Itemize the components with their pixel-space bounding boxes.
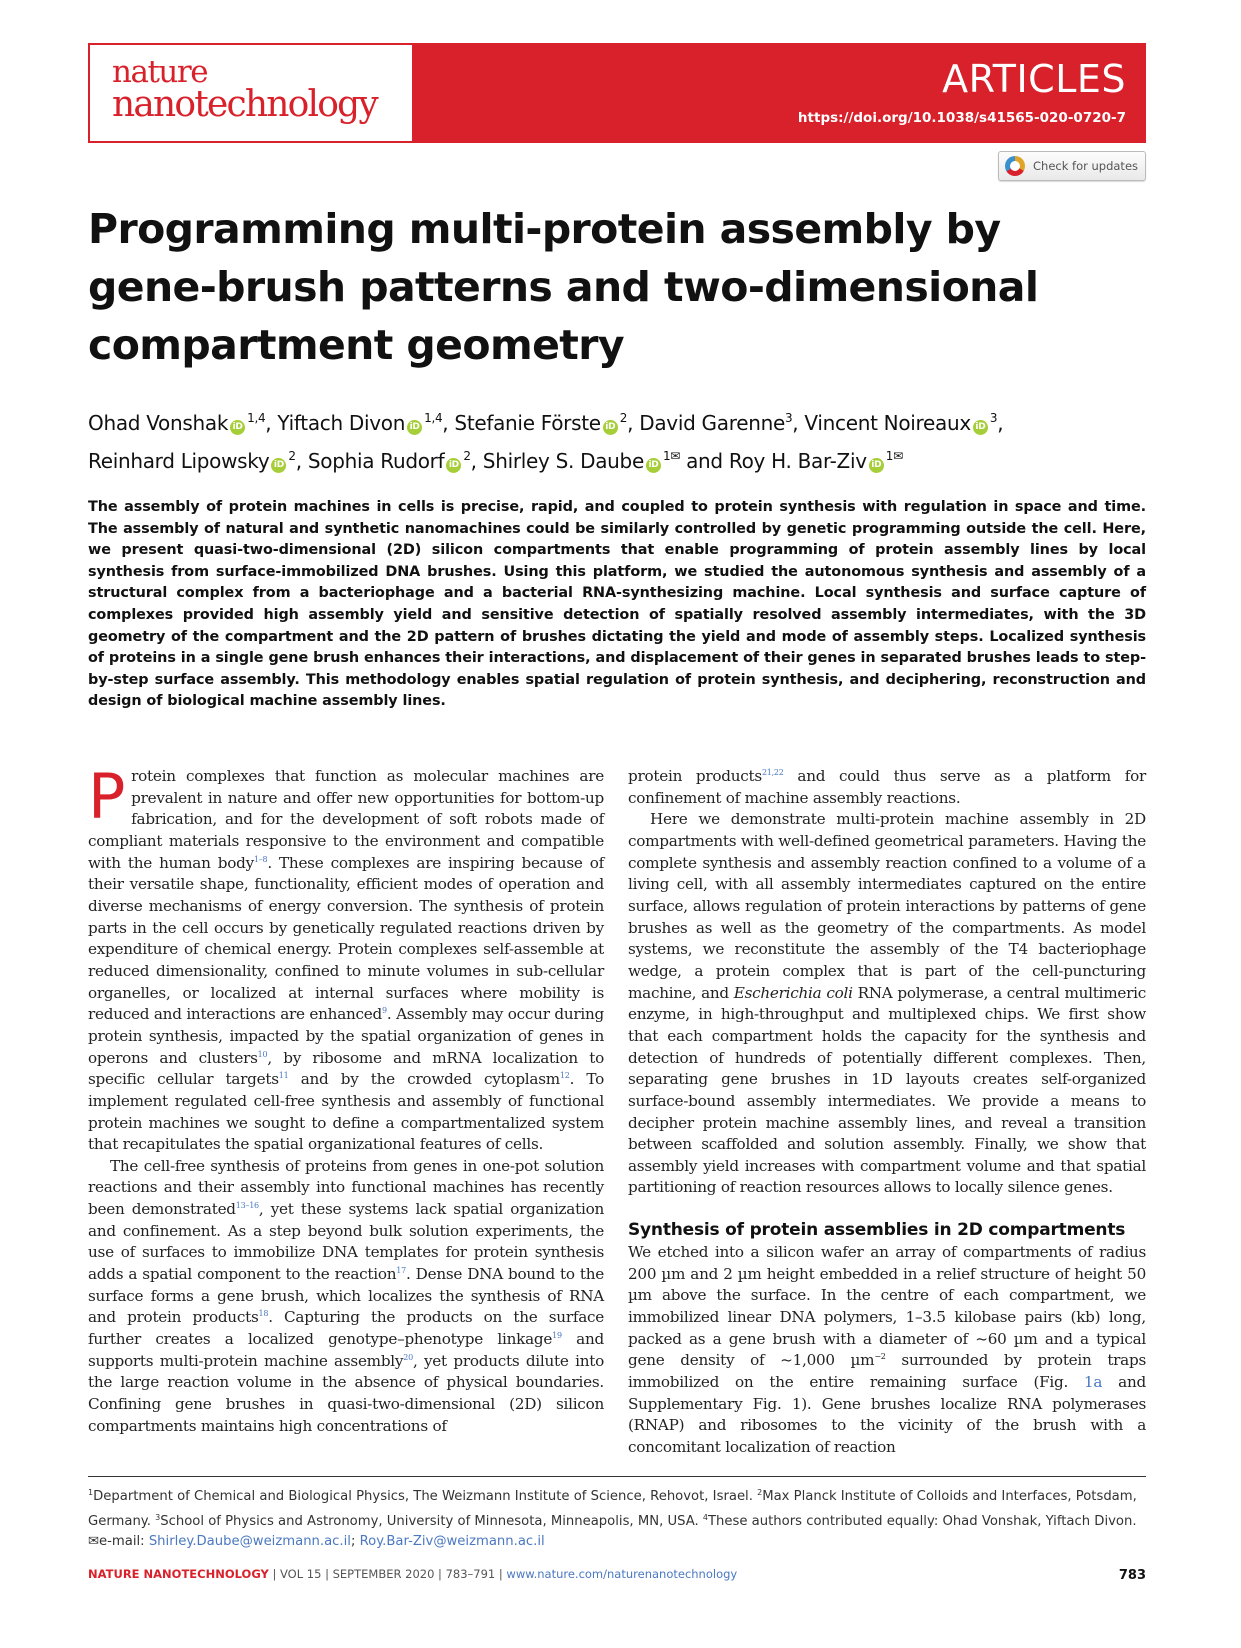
orcid-icon[interactable]: iD [230,420,245,435]
orcid-icon[interactable]: iD [446,458,461,473]
author-name[interactable]: Roy H. Bar-Ziv [728,449,867,473]
orcid-icon[interactable]: iD [271,458,286,473]
author-name[interactable]: Vincent Noireaux [804,411,971,435]
paragraph-2: The cell-free synthesis of proteins from genes in one-pot solution reactions and their assembly into functional machines has recently been demonstrated$^{13-16}$, yet these systems lack spatial organization and confinement. As a step beyond bulk solution experiments, the use of surfaces to immobilize DNA templates for protein synthesis adds a spatial component to the reaction$^{17}$. Dense DNA bound to the surface forms a gene brush, which localizes the synthesis of RNA and protein products$^{18}$. Capturing the products on the surface further creates a localized genotype–phenotype linkage$^{19}$ and supports multi-protein machine assembly$^{20}$, yet products dilute into the large reaction volume in the absence of physical boundaries. Confining gene brushes in quasi-two-dimensional (2D) silicon compartments maintains high concentrations of [88,1156,605,1435]
author-name[interactable]: Yiftach Divon [277,411,406,435]
footer-info: | VOL 15 | SEPTEMBER 2020 | 783–791 | [268,1567,507,1581]
paragraph-1: Protein complexes that function as molecular machines are prevalent in nature and offer new opportunities for bottom-up fabrication, and for the development of soft robots made of compliant materials responsive to the environment and compatible with the human body$^{1-8}$. These complexes are inspiring because of their versatile shape, functionality, efficient modes of operation and diverse mechanisms of energy conversion. The synthesis of protein parts in the cell occurs by genetically regulated reactions driven by expenditure of chemical energy. Protein complexes self-assemble at reduced dimensionality, confined to minute volumes in sub-cellular organelles, or localized at internal surfaces where mobility is reduced and interactions are enhanced$^9$. Assembly may occur during protein synthesis, impacted by the spatial organization of genes in operons and clusters$^{10}$, by ribosome and mRNA localization to specific cellular targets$^{11}$ and by the crowded cytoplasm$^{12}$. To implement regulated cell-free synthesis and assembly of functional protein machines we sought to define a compartmentalized system that recapitulates the spatial organizational features of cells. [88,760,605,1154]
journal-header [88,43,1146,143]
logo-line-2: nanotechnology [112,84,377,125]
citation[interactable]: 19 [552,1331,562,1341]
author-separator: , [295,449,308,473]
footer-url[interactable]: www.nature.com/naturenanotechnology [506,1567,738,1581]
journal-logo[interactable] [90,45,412,141]
citation[interactable]: 1–8 [253,854,268,864]
orcid-icon[interactable]: iD [407,420,422,435]
author-separator: , [627,411,640,435]
orcid-icon[interactable]: iD [869,458,884,473]
article-title: Programming multi-protein assembly by gene-brush patterns and two-dimensional compartment geometry [88,205,1039,369]
author-affiliation: 1,4 [424,411,443,425]
author-affiliation: 2 [619,411,628,425]
paragraph-5: We etched into a silicon wafer an array of compartments of radius 200 µm and 2 µm height embedded in a relief structure of height 50 µm above the surface. In the centre of each compartment, we immobilized linear DNA polymers, 1–3.5 kilobase pairs (kb) long, packed as a gene brush with a diameter of ~60 µm and a typical gene density of ~1,000 µm$^{-2}$ surrounded by protein traps immobilized on the entire remaining surface (Fig. 1a and Supplementary Fig. 1). Gene brushes localize RNA polymerases (RNAP) and ribosomes to the vicinity of the brush with a concomitant localization of reaction [628,1243,1147,1457]
author-name[interactable]: Shirley S. Daube [482,449,644,473]
citation[interactable]: 20 [403,1352,413,1362]
citation[interactable]: 9 [382,1006,387,1016]
body-column-right [628,766,1146,1459]
email-link-barziv[interactable]: Roy.Bar-Ziv@weizmann.ac.il [359,1534,545,1549]
author-affiliation: 1✉ [885,449,903,463]
crossmark-icon [1005,156,1025,176]
citation[interactable]: 11 [278,1071,289,1081]
figure-link[interactable]: 1a [1084,1373,1103,1392]
citation[interactable]: 18 [258,1309,269,1319]
orcid-icon[interactable]: iD [646,458,661,473]
author-affiliation: 2 [288,449,296,463]
logo-line-1: nature [112,54,208,90]
section-heading: Synthesis of protein assemblies in 2D compartments [628,1220,1126,1241]
author-affiliation: 3 [784,411,793,425]
orcid-icon[interactable]: iD [973,420,988,435]
footnote-divider [88,1476,1146,1477]
author-name[interactable]: Ohad Vonshak [88,411,229,435]
author-affiliation: 1,4 [247,411,266,425]
page-number: 783 [1118,1568,1146,1583]
author-separator: , [265,411,278,435]
page-footer [88,1567,1146,1581]
citation[interactable]: 12 [559,1071,570,1081]
section-label: ARTICLES [942,57,1126,101]
citation[interactable]: 21,22 [761,768,784,777]
author-separator: , [792,411,805,435]
author-affiliation: 1✉ [662,449,681,463]
author-list [88,402,1148,478]
abstract: The assembly of protein machines in cells is precise, rapid, and coupled to protein synthesis with regulation in space and time. The assembly of natural and synthetic nanomachines could be similarly controlled by genetic programming outside the cell. Here, we present quasi-two-dimensional (2D) silicon compartments that enable programming of protein assembly lines by local synthesis from surface-immobilized DNA brushes. Using this platform, we studied the autonomous synthesis and assembly of a structural complex from a bacteriophage and a bacterial RNA-synthesizing machine. Local synthesis and surface capture of complexes provided high assembly yield and sensitive detection of spatially resolved assembly intermediates, with the 3D geometry of the compartment and the 2D pattern of brushes dictating the yield and mode of assembly steps. Localized synthesis of proteins in a single gene brush enhances their interactions, and displacement of their genes in separated brushes leads to step-by-step surface assembly. This methodology enables spatial regulation of protein synthesis, and deciphering, reconstruction and design of biological machine assembly lines. [88,499,1146,710]
citation[interactable]: 13–16 [235,1201,259,1211]
affiliations: $^1$Department of Chemical and Biological Physics, The Weizmann Institute of Science, Rehovot, Israel. $^2$Max Planck Institute of Colloids and Interfaces, Potsdam, Germany. $^3$School of Physics and Astronomy, University of Minnesota, Minneapolis, MN, USA. $^4$These authors contributed equally: Ohad Vonshak, Yiftach Divon. ✉e-mail: Shirley.Daube@weizmann.ac.il; Roy.Bar-Ziv@weizmann.ac.il [88,1488,1137,1549]
author-name[interactable]: Sophia Rudorf [307,449,445,473]
citation[interactable]: 17 [396,1266,406,1276]
author-separator: , [442,411,455,435]
paragraph-3: protein products$^{21,22}$ and could thus serve as a platform for confinement of machine assembly reactions. [628,767,1147,807]
author-name[interactable]: Reinhard Lipowsky [88,449,270,473]
author-affiliation: 3 [989,411,998,425]
check-updates-label: Check for updates [1033,159,1139,173]
body-column-left [88,760,605,1437]
citation[interactable]: 10 [257,1049,268,1059]
paragraph-4: Here we demonstrate multi-protein machine assembly in 2D compartments with well-defined geometrical parameters. Having the complete synthesis and assembly reaction confined to a volume of a living cell, with all assembly intermediates captured on the entire surface, allows regulation of protein interactions by patterns of gene brushes as well as the geometry of the compartments. As model systems, we reconstitute the assembly of the T4 bacteriophage wedge, a protein complex that is part of the cell-puncturing machine, and Escherichia coli RNA polymerase, a central multimeric enzyme, in high-throughput and multiplexed chips. We first show that each compartment holds the capacity for the synthesis and detection of hundreds of potentially different complexes. Then, separating gene brushes in 1D layouts creates self-organized surface-bound assembly intermediates. We provide a means to decipher protein machine assembly lines, and reveal a transition between scaffolded and solution assembly. Finally, we show that assembly yield increases with compartment volume and that spatial partitioning of reaction resources allows to locally silence genes. [628,810,1146,1197]
footer-journal: NATURE NANOTECHNOLOGY [88,1567,269,1581]
author-name[interactable]: Stefanie Förste [454,411,601,435]
author-separator: and [680,449,729,473]
author-affiliation: 2 [463,449,471,463]
email-link-daube[interactable]: Shirley.Daube@weizmann.ac.il [148,1534,351,1549]
orcid-icon[interactable]: iD [603,420,618,435]
author-name[interactable]: David Garenne [639,411,785,435]
check-updates-button[interactable] [998,151,1146,181]
author-separator: , [470,449,483,473]
drop-cap: P [88,760,126,833]
author-separator: , [997,411,1004,435]
email-icon: ✉e-mail: [88,1534,149,1549]
doi-link[interactable]: https://doi.org/10.1038/s41565-020-0720-7 [797,110,1126,126]
